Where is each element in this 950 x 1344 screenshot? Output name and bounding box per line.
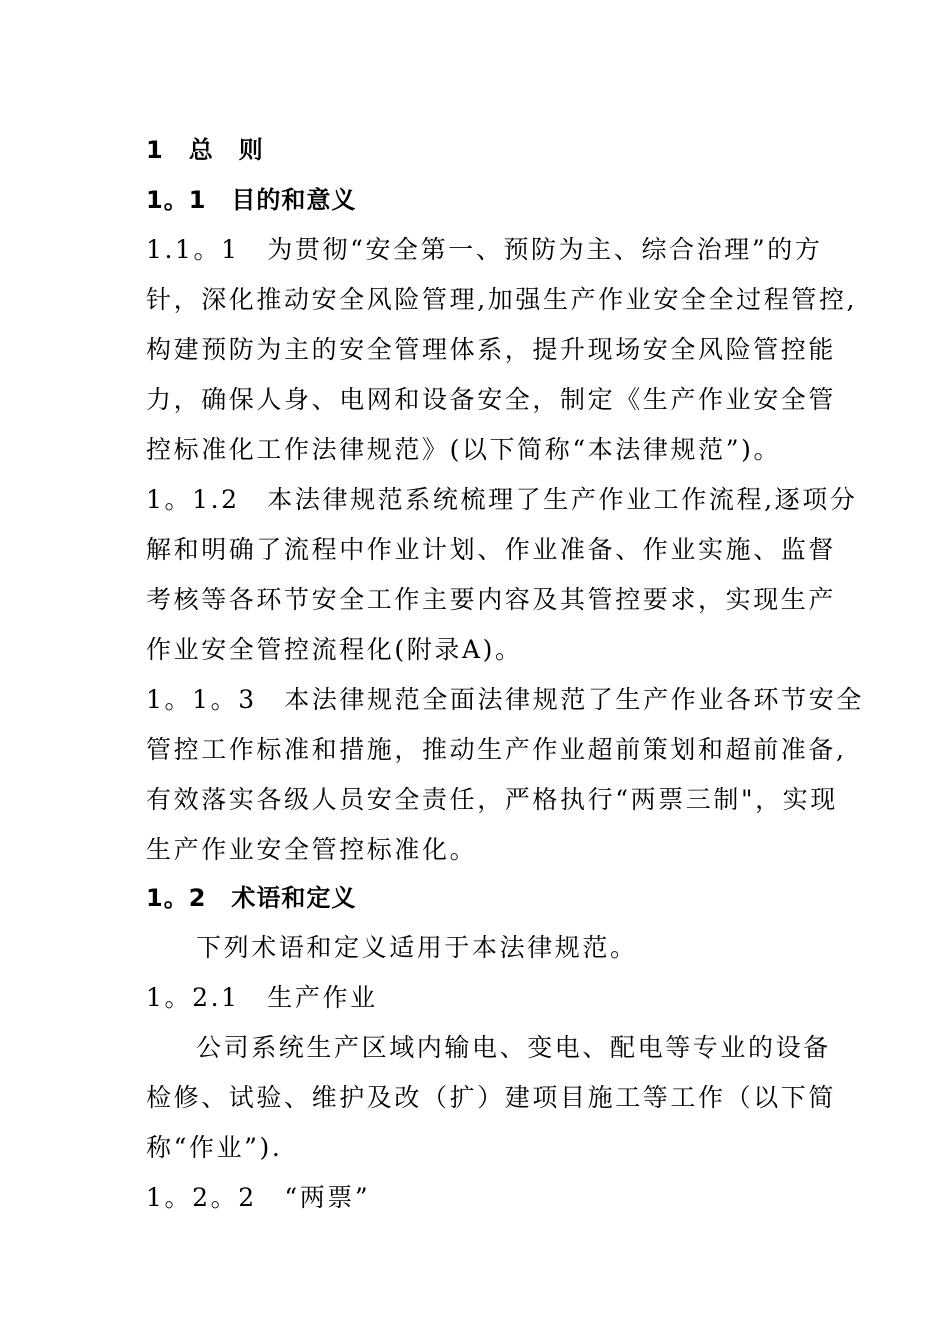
clause-1-1-3-line-1: 1。1。3 本法律规范全面法律规范了生产作业各环节安全 bbox=[146, 685, 864, 714]
subsection-heading-purpose: 1。1 目的和意义 bbox=[146, 186, 357, 214]
section-heading-general: 1 总 则 bbox=[146, 136, 264, 164]
clause-1-1-1-line-3: 构建预防为主的安全管理体系，提升现场安全风险管控能 bbox=[146, 335, 837, 364]
clause-1-1-2-line-4: 作业安全管控流程化(附录A)。 bbox=[146, 635, 523, 664]
clause-1-1-1-line-2: 针，深化推动安全风险管理,加强生产作业安全全过程管控, bbox=[146, 285, 858, 314]
clause-1-1-2-line-2: 解和明确了流程中作业计划、作业准备、作业实施、监督 bbox=[146, 535, 837, 564]
term-1-2-2-title: 1。2。2 “两票” bbox=[146, 1183, 371, 1212]
terms-intro: 下列术语和定义适用于本法律规范。 bbox=[196, 933, 638, 962]
subsection-heading-terms: 1。2 术语和定义 bbox=[146, 884, 357, 912]
term-1-2-1-line-1: 公司系统生产区域内输电、变电、配电等专业的设备 bbox=[196, 1033, 831, 1062]
clause-1-1-2-line-3: 考核等各环节安全工作主要内容及其管控要求，实现生产 bbox=[146, 585, 837, 614]
term-1-2-1-line-3: 称“作业”). bbox=[146, 1133, 283, 1162]
clause-1-1-1-line-1: 1.1。1 为贯彻“安全第一、预防为主、综合治理”的方 bbox=[146, 235, 823, 264]
term-1-2-1-title: 1。2.1 生产作业 bbox=[146, 983, 378, 1012]
clause-1-1-3-line-4: 生产作业安全管控标准化。 bbox=[146, 835, 478, 864]
clause-1-1-1-line-4: 力，确保人身、电网和设备安全，制定《生产作业安全管 bbox=[146, 385, 837, 414]
term-1-2-1-line-2: 检修、试验、维护及改（扩）建项目施工等工作（以下简 bbox=[146, 1083, 837, 1112]
clause-1-1-2-line-1: 1。1.2 本法律规范系统梳理了生产作业工作流程,逐项分 bbox=[146, 485, 858, 514]
clause-1-1-3-line-2: 管控工作标准和措施，推动生产作业超前策划和超前准备, bbox=[146, 735, 847, 764]
clause-1-1-3-line-3: 有效落实各级人员安全责任，严格执行“两票三制"，实现 bbox=[146, 785, 838, 814]
clause-1-1-1-line-5: 控标准化工作法律规范》(以下简称“本法律规范”)。 bbox=[146, 435, 782, 464]
